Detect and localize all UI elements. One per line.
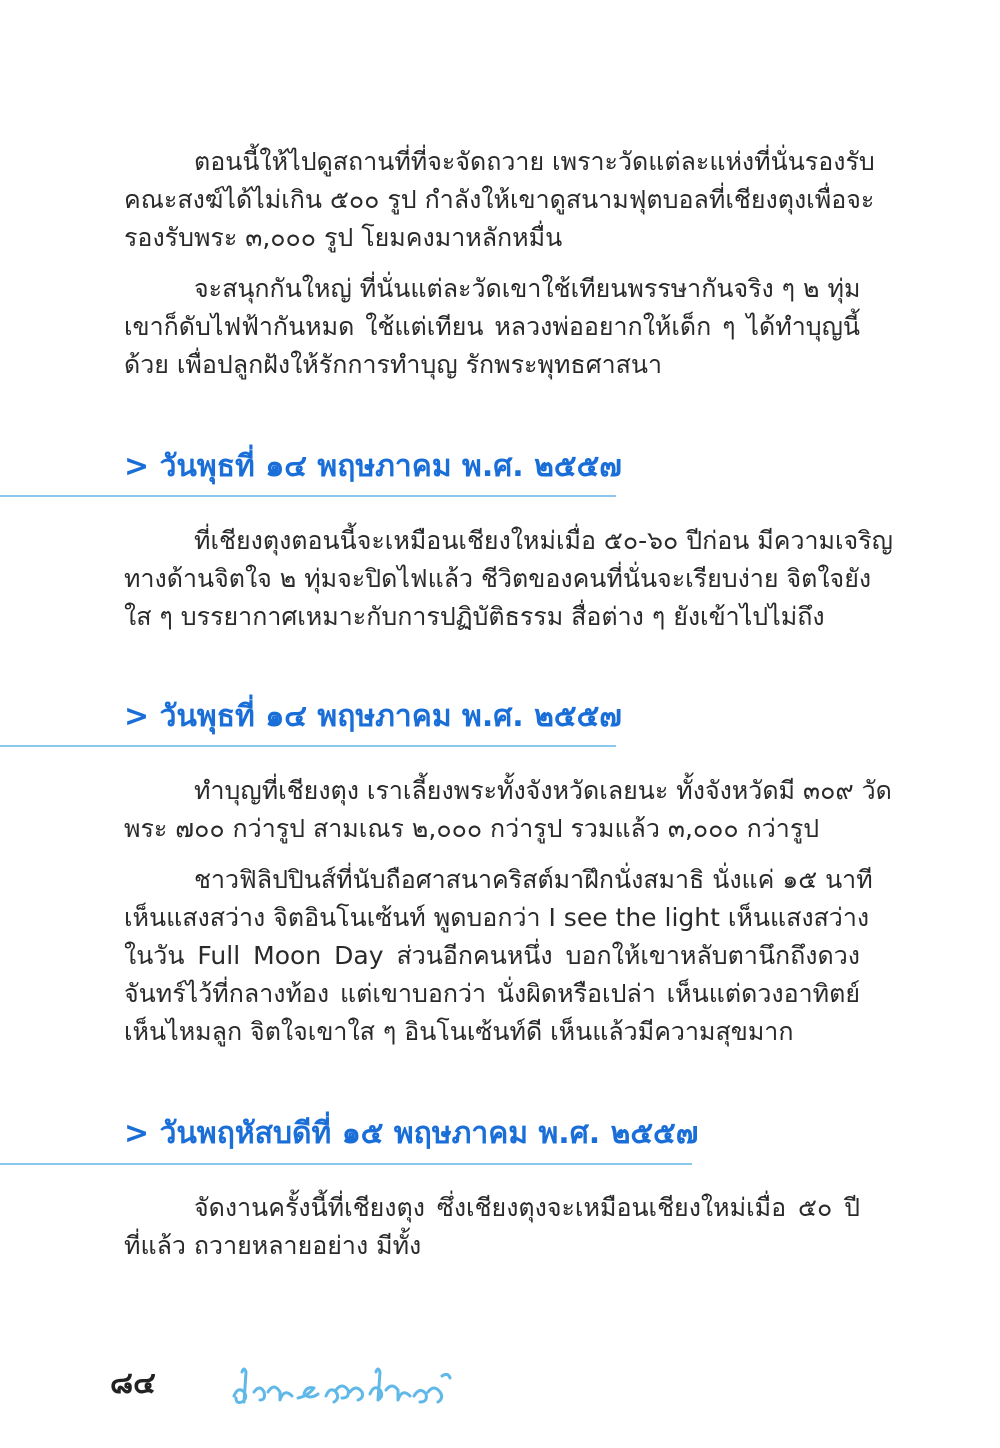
body-paragraph: [124, 143, 875, 257]
paragraph-line: ทางด้านจิตใจ ๒ ทุ่มจะปิดไฟแล้ว ชีวิตของคนที่นั่นจะเรียบง่าย จิตใจยัง: [124, 564, 872, 593]
paragraph-line: ทำบุญที่เชียงตุง เราเลี้ยงพระทั้งจังหวัดเลยนะ ทั้งจังหวัดมี ๓๐๙ วัด: [194, 776, 892, 805]
paragraph-line: เห็นไหมลูก จิตใจเขาใส ๆ อินโนเซ้นท์ดี เห็นแล้วมีความสุขมาก: [124, 1017, 794, 1046]
body-paragraph: [124, 1189, 860, 1265]
body-paragraph: [124, 270, 860, 384]
page-number: ๘๔: [110, 1366, 156, 1401]
paragraph-line: ที่แล้ว ถวายหลายอย่าง มีทั้ง: [124, 1231, 422, 1260]
paragraph-line: จันทร์ไว้ที่กลางท้อง แต่เขาบอกว่า นั่งผิดหรือเปล่า เห็นแต่ดวงอาทิตย์: [124, 979, 860, 1008]
paragraph-line: เห็นแสงสว่าง จิตอินโนเซ้นท์ พูดบอกว่า I see the light เห็นแสงสว่าง: [124, 903, 870, 932]
heading-underline: [0, 495, 616, 497]
paragraph-line: จะสนุกกันใหญ่ ที่นั่นแต่ละวัดเขาใช้เทียนพรรษากันจริง ๆ ๒ ทุ่ม: [194, 274, 861, 303]
paragraph-line: ด้วย เพื่อปลูกฝังให้รักการทำบุญ รักพระพุทธศาสนา: [124, 350, 662, 379]
paragraph-line: จัดงานครั้งนี้ที่เชียงตุง ซึ่งเชียงตุงจะเหมือนเชียงใหม่เมื่อ ๕๐ ปี: [194, 1193, 860, 1222]
paragraph-line: ในวัน Full Moon Day ส่วนอีกคนหนึ่ง บอกให้เขาหลับตานึกถึงดวง: [124, 941, 860, 970]
paragraph-line: ชาวฟิลิปปินส์ที่นับถือศาสนาคริสต์มาฝึกนั่งสมาธิ นั่งแค่ ๑๕ นาที: [194, 865, 873, 894]
heading-underline: [0, 1163, 692, 1165]
paragraph-line: ตอนนี้ให้ไปดูสถานที่ที่จะจัดถวาย เพราะวัดแต่ละแห่งที่นั่นรองรับ: [194, 147, 875, 176]
section-heading: > วันพุธที่ ๑๔ พฤษภาคม พ.ศ. ๒๕๕๗: [124, 449, 622, 484]
section-heading: > วันพุธที่ ๑๔ พฤษภาคม พ.ศ. ๒๕๕๗: [124, 699, 622, 734]
section-heading: > วันพฤหัสบดีที่ ๑๕ พฤษภาคม พ.ศ. ๒๕๕๗: [124, 1116, 699, 1151]
paragraph-line: คณะสงฆ์ได้ไม่เกิน ๕๐๐ รูป กำลังให้เขาดูสนามฟุตบอลที่เชียงตุงเพื่อจะ: [124, 185, 875, 214]
paragraph-line: พระ ๗๐๐ กว่ารูป สามเณร ๒,๐๐๐ กว่ารูป รวมแล้ว ๓,๐๐๐ กว่ารูป: [124, 814, 820, 843]
paragraph-line: ที่เชียงตุงตอนนี้จะเหมือนเชียงใหม่เมื่อ ๕๐-๖๐ ปีก่อน มีความเจริญ: [194, 526, 893, 555]
paragraph-line: ใส ๆ บรรยากาศเหมาะกับการปฏิบัติธรรม สื่อต่าง ๆ ยังเข้าไปไม่ถึง: [124, 602, 825, 631]
paragraph-line: รองรับพระ ๓,๐๐๐ รูป โยมคงมาหลักหมื่น: [124, 223, 563, 252]
body-paragraph: [124, 861, 873, 1051]
paragraph-line: เขาก็ดับไฟฟ้ากันหมด ใช้แต่เทียน หลวงพ่ออยากให้เด็ก ๆ ได้ทำบุญนี้: [124, 312, 860, 341]
heading-underline: [0, 745, 616, 747]
body-paragraph: [124, 522, 893, 636]
body-paragraph: [124, 772, 892, 848]
handwritten-title-logo-icon: [228, 1362, 460, 1410]
